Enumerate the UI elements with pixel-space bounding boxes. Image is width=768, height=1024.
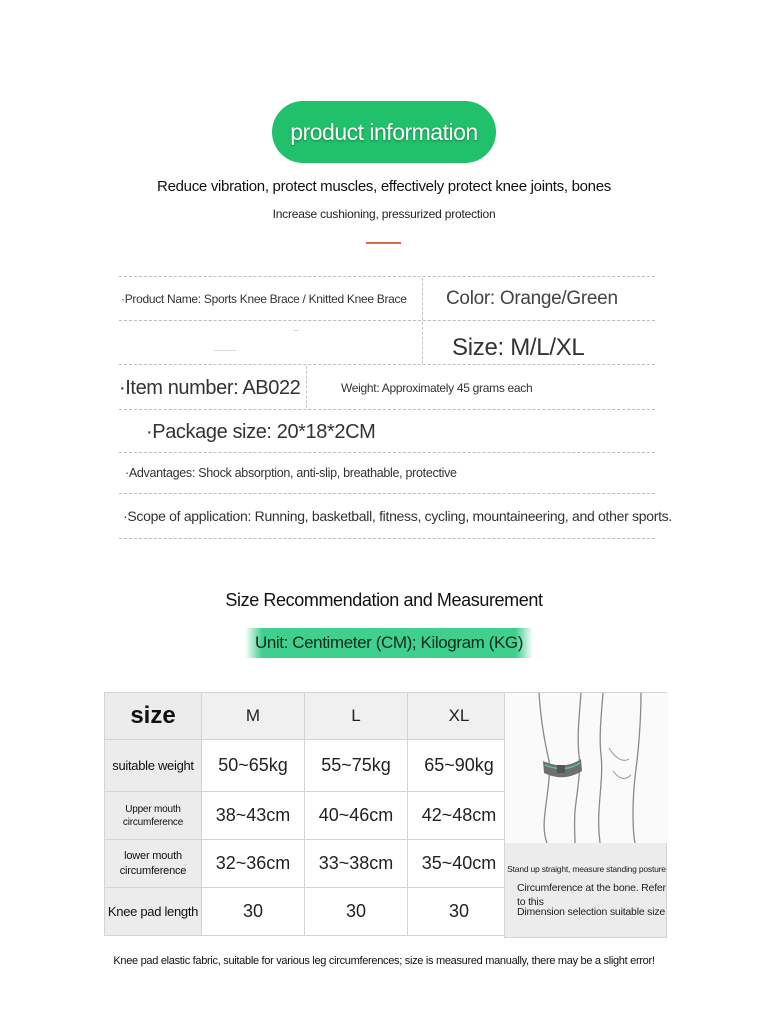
item-number: ·Item number: AB022 — [119, 377, 301, 399]
row-label-lower-mouth — [105, 840, 202, 888]
product-color: Color: Orange/Green — [446, 288, 618, 309]
table-cell: 50~65kg — [202, 740, 305, 792]
divider — [119, 276, 655, 277]
scope-of-application: ·Scope of application: Running, basketball, fitness, cycling, mountaineering, and other sports. — [123, 508, 672, 524]
table-cell: 40~46cm — [305, 792, 408, 840]
table-row — [105, 888, 511, 936]
product-name: ·Product Name: Sports Knee Brace / Knitted Knee Brace — [121, 292, 407, 306]
table-cell: 38~43cm — [202, 792, 305, 840]
column-divider — [422, 278, 423, 364]
measure-instruction-3: Dimension selection suitable size — [517, 906, 666, 918]
table-header-row — [105, 693, 511, 740]
subtitle: Reduce vibration, protect muscles, effectively protect knee joints, bones — [157, 178, 611, 195]
column-header-m: M — [202, 693, 305, 740]
row-label-text: Upper mouth circumference — [122, 803, 184, 828]
divider — [119, 320, 655, 321]
size-corner-cell — [105, 693, 202, 740]
row-label-knee-pad-length: Knee pad length — [105, 888, 202, 936]
column-header-xl: XL — [408, 693, 511, 740]
row-label-upper-mouth — [105, 792, 202, 840]
sub-subtitle: Increase cushioning, pressurized protection — [272, 207, 496, 221]
table-cell: 55~75kg — [305, 740, 408, 792]
table-cell: 33~38cm — [305, 840, 408, 888]
divider — [119, 538, 655, 539]
table-cell: 42~48cm — [408, 792, 511, 840]
column-divider — [306, 366, 307, 408]
column-header-l: L — [305, 693, 408, 740]
row-label-text: lower mouth circumference — [119, 849, 187, 877]
table-cell: 35~40cm — [408, 840, 511, 888]
size-corner-label: size — [130, 702, 176, 729]
product-information-title: product information — [290, 118, 478, 145]
table-cell: 32~36cm — [202, 840, 305, 888]
accent-divider — [366, 242, 401, 244]
product-information-badge — [272, 101, 496, 163]
unit-text: Unit: Centimeter (CM); Kilogram (KG) — [254, 633, 524, 652]
divider — [119, 409, 655, 410]
product-sizes: Size: M/L/XL — [452, 334, 585, 361]
table-cell: 30 — [202, 888, 305, 936]
measure-instruction-2: Circumference at the bone. Refer to this — [517, 882, 666, 908]
package-size: ·Package size: 20*18*2CM — [146, 421, 376, 443]
divider — [119, 364, 655, 365]
legs-illustration — [505, 693, 668, 843]
size-table — [104, 692, 511, 936]
divider — [119, 452, 655, 453]
advantages: ·Advantages: Shock absorption, anti-slip, breathable, protective — [125, 466, 457, 480]
divider — [119, 493, 655, 494]
measurement-guide-panel — [504, 692, 667, 938]
faint-mark — [214, 350, 236, 351]
size-section-heading: Size Recommendation and Measurement — [225, 590, 543, 610]
row-label-suitable-weight: suitable weight — [105, 740, 202, 792]
measure-instruction-1: Stand up straight, measure standing posture — [507, 864, 666, 874]
faint-mark — [293, 330, 299, 331]
unit-banner — [245, 628, 533, 658]
table-cell: 30 — [305, 888, 408, 936]
table-row — [105, 840, 511, 888]
table-cell: 65~90kg — [408, 740, 511, 792]
table-row — [105, 792, 511, 840]
table-row — [105, 740, 511, 792]
product-weight: Weight: Approximately 45 grams each — [341, 381, 533, 395]
table-cell: 30 — [408, 888, 511, 936]
footer-note: Knee pad elastic fabric, suitable for various leg circumferences; size is measured manually, there may be a slight error! — [113, 955, 655, 967]
